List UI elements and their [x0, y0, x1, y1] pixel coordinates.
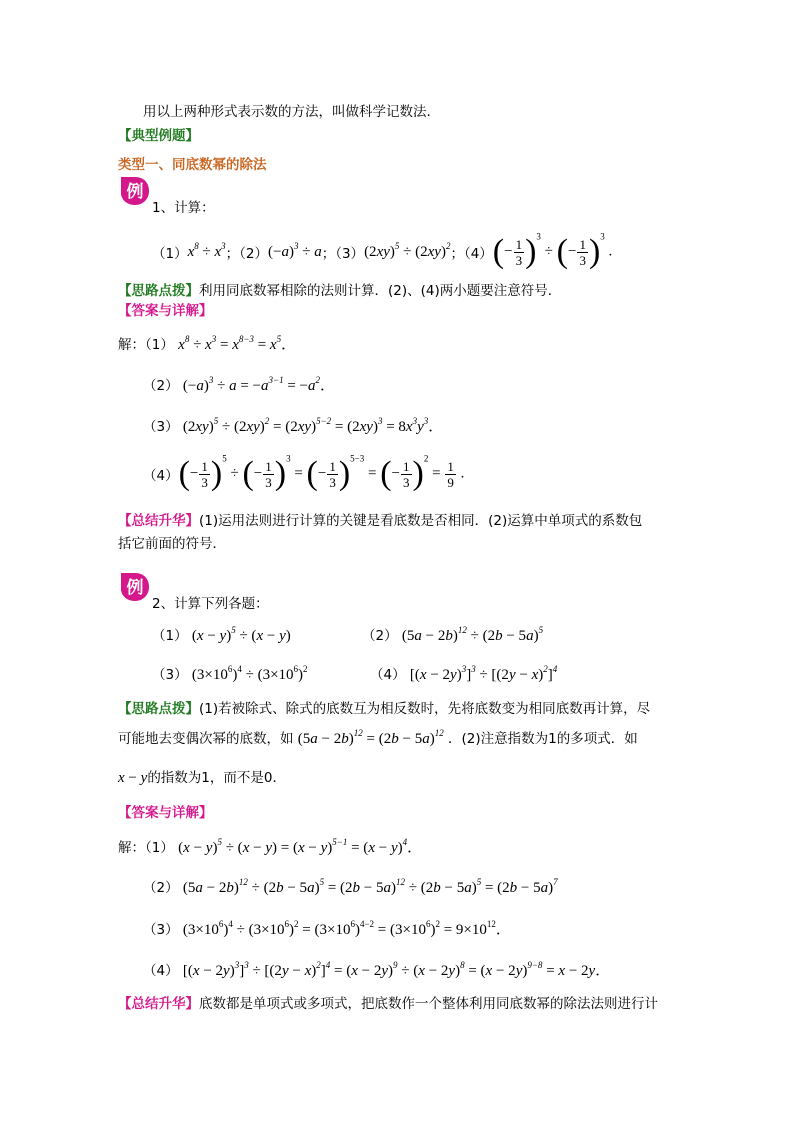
ex1-problems: （1） $x^8 \div x^3$ ；（2） $(-a)^3 \div a$ ；（3） $(2xy)^5 \div (2xy)^2$ ；（4） (− $\frac{1}{3}$ )$^3$ ÷ (− $\frac{1}{3}$ )$^3$ .	[152, 231, 613, 270]
ex2-tip-cont2: x − y的指数为1，而不是0．	[118, 770, 286, 786]
ex2-problem-4: （4） $[(x - 2y)^3]^3 \div [(2y - x)^2]^4$	[370, 664, 558, 683]
ex2-answer-label: 【答案与详解】	[118, 805, 213, 821]
ex1-solution-2: （2） $(-a)^3 \div a = -a^{3-1} = -a^2$．	[143, 375, 336, 394]
ex1-solution-1: 解：（1） $x^8 \div x^3 = x^{8-3} = x^5$．	[118, 334, 297, 353]
badge-char: 例	[126, 182, 144, 202]
ex1-answer-label: 【答案与详解】	[118, 303, 213, 319]
example-badge-icon	[120, 572, 150, 602]
ex1-prompt: 1、计算：	[152, 200, 215, 216]
ex1-tip: 【思路点拨】利用同底数幂相除的法则计算．(2)、(4)两小题要注意符号．	[118, 283, 562, 299]
ex2-solution-3: （3） $(3\times 10^6)^4 \div (3\times 10^6)^2 = (3\times 10^6)^{4-2} = (3\times 10^6)^2 = 9\times 10^{12}$．	[143, 919, 511, 938]
ex1-solution-4: （4） (− $\frac{1}{3}$ )$^5$ ÷ (− $\frac{1}{3}$ )$^3$ = (− $\frac{1}{3}$ )$^{5-3}$ = (− $\frac{1}{3}$ )$^2$ = $\frac{1}{9}$ .	[143, 453, 465, 492]
svg-text:例: 例	[126, 578, 144, 598]
example-badge-icon	[120, 176, 150, 206]
ex2-problem-1: （1） $(x - y)^5 \div (x - y)$	[152, 625, 291, 644]
intro-line: 用以上两种形式表示数的方法，叫做科学记数法.	[143, 104, 431, 120]
ex2-prompt: 2、计算下列各题：	[152, 596, 269, 612]
ex1-solution-3: （3） $(2xy)^5 \div (2xy)^2 = (2xy)^{5-2} = (2xy)^3 = 8x^3y^3$．	[143, 416, 444, 435]
ex2-solution-1: 解：（1） $(x - y)^5 \div (x - y) = (x - y)^{5-1} = (x - y)^4$．	[118, 837, 423, 856]
ex1-summary-cont: 括它前面的符号．	[118, 536, 226, 552]
ex2-summary: 【总结升华】底数都是单项式或多项式，把底数作一个整体利用同底数幂的除法法则进行计	[118, 996, 658, 1012]
type-one-title: 类型一、同底数幂的除法	[118, 157, 267, 173]
ex2-solution-4: （4） $[(x - 2y)^3]^3 \div [(2y - x)^2]^4 = (x - 2y)^9 \div (x - 2y)^8 = (x - 2y)^{9-8} = x - 2y$．	[143, 960, 611, 979]
ex2-tip-cont: 可能地去变偶次幂的底数，如 $(5a - 2b)^{12} = (2b - 5a)^{12}$ ．(2)注意指数为1的多项式．如	[118, 728, 638, 747]
ex2-solution-2: （2） $(5a - 2b)^{12} \div (2b - 5a)^5 = (2b - 5a)^{12} \div (2b - 5a)^5 = (2b - 5a)^7$	[143, 877, 558, 896]
ex1-summary: 【总结升华】(1)运用法则进行计算的关键是看底数是否相同．(2)运算中单项式的系数包	[118, 513, 643, 529]
ex2-problem-2: （2） $(5a - 2b)^{12} \div (2b - 5a)^5$	[362, 625, 544, 644]
section-header: 【典型例题】	[118, 128, 199, 144]
ex2-problem-3: （3） $(3\times 10^6)^4 \div (3\times 10^6)^2$	[152, 664, 308, 683]
ex2-tip: 【思路点拨】(1)若被除式、除式的底数互为相反数时，先将底数变为相同底数再计算，尽	[118, 701, 651, 717]
